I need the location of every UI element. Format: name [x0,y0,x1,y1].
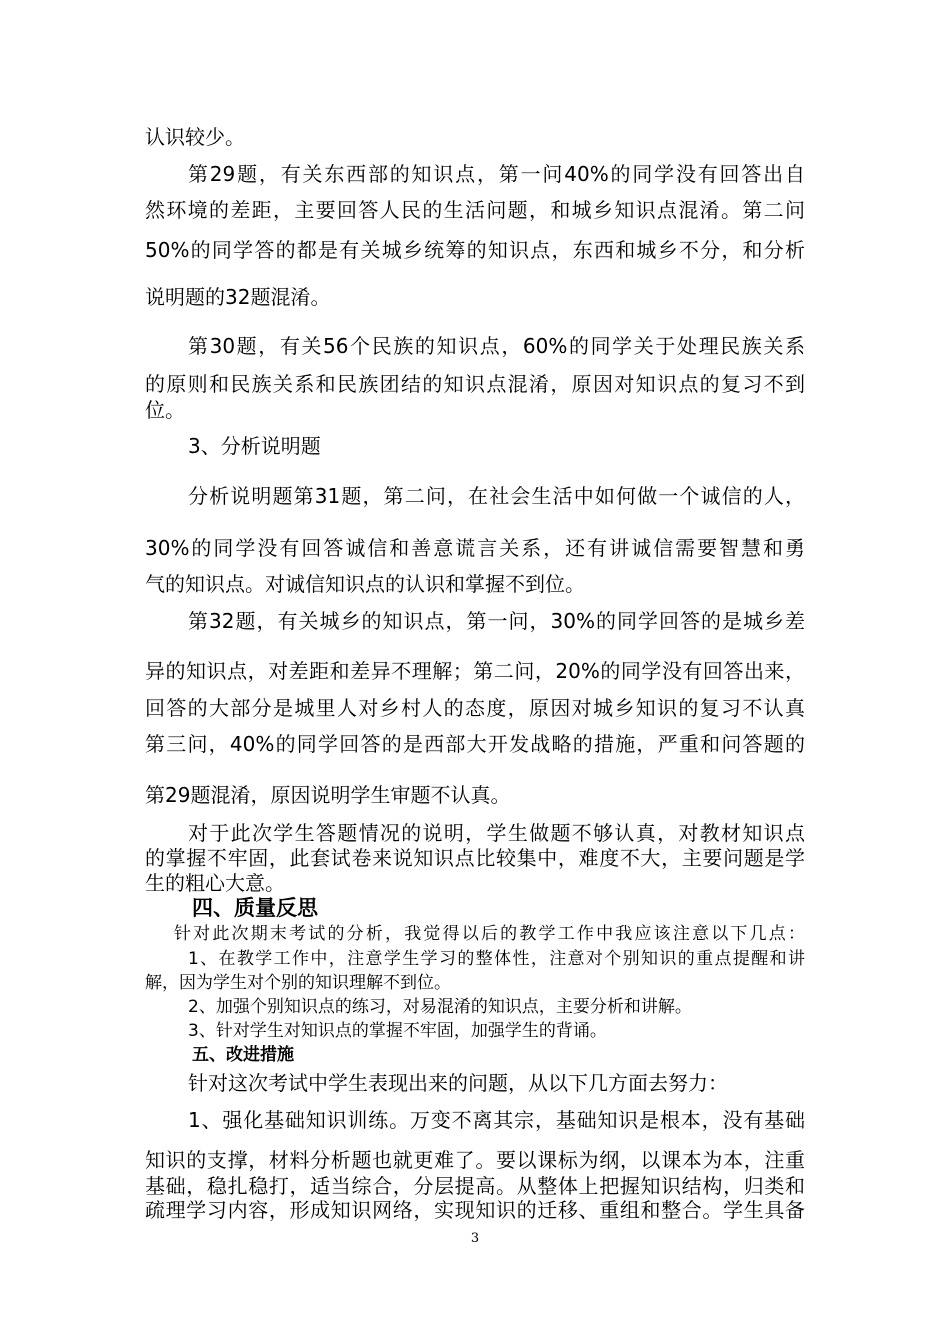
text-line: 1、在教学工作中，注意学生学习的整体性，注意对个别知识的重点提醒和讲 [188,949,805,969]
text-line: 认识较少。 [145,125,245,149]
text-line: 3、针对学生对知识点的掌握不牢固，加强学生的背诵。 [188,1021,607,1041]
section-heading: 3、分析说明题 [188,434,321,458]
text-line: 针对此次期末考试的分析，我觉得以后的教学工作中我应该注意以下几点： [174,924,805,944]
text-line: 50%的同学答的都是有关城乡统筹的知识点，东西和城乡不分，和分析 [145,238,805,262]
text-line: 基础，稳扎稳打，适当综合，分层提高。从整体上把握知识结构，归类和 [145,1174,805,1198]
text-line: 第32题，有关城乡的知识点，第一问，30%的同学回答的是城乡差 [188,609,805,633]
text-line: 生的粗心大意。 [145,871,285,895]
section-heading: 五、改进措施 [192,1045,294,1065]
section-heading: 四、质量反思 [192,896,318,920]
text-line: 疏理学习内容，形成知识网络，实现知识的迁移、重组和整合。学生具备 [145,1198,805,1222]
text-line: 2、加强个别知识点的练习，对易混淆的知识点，主要分析和讲解。 [188,997,692,1017]
text-line: 回答的大部分是城里人对乡村人的态度，原因对城乡知识的复习不认真 [145,696,805,720]
text-line: 30%的同学没有回答诚信和善意谎言关系，还有讲诚信需要智慧和勇 [145,536,805,560]
text-line: 气的知识点。对诚信知识点的认识和掌握不到位。 [145,572,585,596]
text-line: 的掌握不牢固，此套试卷来说知识点比较集中，难度不大，主要问题是学 [145,846,805,870]
text-line: 第30题，有关56个民族的知识点，60%的同学关于处理民族关系 [188,334,805,358]
text-line: 位。 [145,398,185,422]
text-line: 第29题，有关东西部的知识点，第一问40%的同学没有回答出自 [188,162,805,186]
text-line: 异的知识点，对差距和差异不理解；第二问，20%的同学没有回答出来， [145,659,805,683]
text-line: 知识的支撑，材料分析题也就更难了。要以课标为纲，以课本为本，注重 [145,1148,805,1172]
text-line: 第29题混淆，原因说明学生审题不认真。 [145,783,511,807]
text-line: 1、强化基础知识训练。万变不离其宗，基础知识是根本，没有基础 [188,1108,805,1132]
page-number: 3 [470,1231,480,1246]
text-line: 第三问，40%的同学回答的是西部大开发战略的措施，严重和问答题的 [145,732,805,756]
text-line: 针对这次考试中学生表现出来的问题，从以下几方面去努力： [188,1071,728,1095]
text-line: 然环境的差距，主要回答人民的生活问题，和城乡知识点混淆。第二问 [145,198,805,222]
text-line: 的原则和民族关系和民族团结的知识点混淆，原因对知识点的复习不到 [145,372,805,396]
text-line: 说明题的32题混淆。 [145,285,331,309]
text-line: 分析说明题第31题，第二问，在社会生活中如何做一个诚信的人， [188,484,805,508]
text-line: 解，因为学生对个别的知识理解不到位。 [145,973,451,993]
text-line: 对于此次学生答题情况的说明，学生做题不够认真，对教材知识点 [188,821,805,845]
